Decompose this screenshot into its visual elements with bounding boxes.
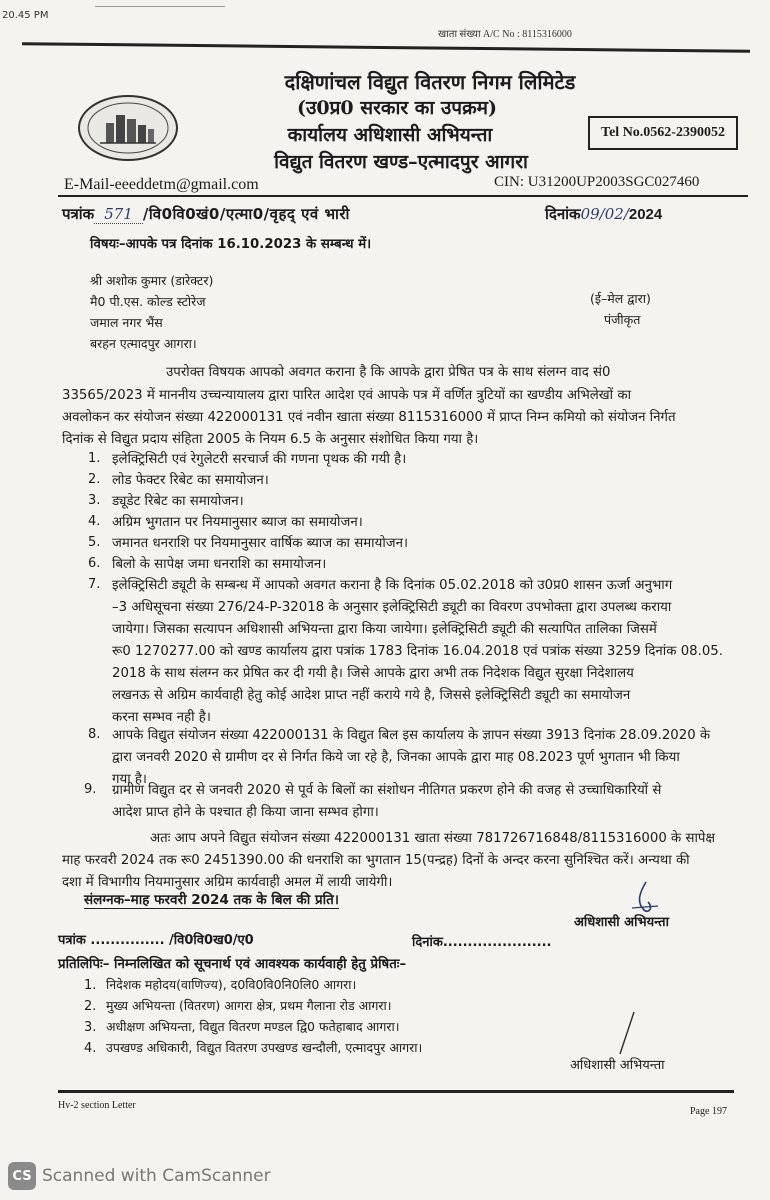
- org-name: दक्षिणांचल विद्युत वितरण निगम लिमिटेड: [284, 70, 576, 94]
- point-number: 1.: [88, 451, 101, 466]
- point-number: 2.: [88, 472, 101, 487]
- point-text: रू0 1270277.00 को खण्ड कार्यालय द्वारा पत्रांक 1783 दिनांक 16.04.2018 एवं पत्रांक संख्या 3259 दिनांक 08.05.: [112, 644, 723, 659]
- point-text: द्वारा जनवरी 2020 से ग्रामीण दर से निर्गत किये जा रहे है, जिनका आपके द्वारा माह 08.2023 पूर्ण भुगतान भी किया: [112, 750, 680, 765]
- point-text: ड्यूडेट रिबेट का समायोजन।: [112, 494, 244, 509]
- point-text: आपके विद्युत संयोजन संख्या 422000131 के विद्युत बिल इस कार्यालय के ज्ञापन संख्या 3913 दिनांक 28.09.2020 के: [112, 728, 711, 743]
- copy-recipient: उपखण्ड अधिकारी, विद्युत वितरण उपखण्ड खन्दौली, एत्मादपुर आगरा।: [106, 1040, 423, 1055]
- copy-recipient: मुख्य अभियन्ता (वितरण) आगरा क्षेत्र, प्रथम गैलाना रोड आगरा।: [106, 998, 392, 1013]
- org-subtitle: (उ0प्र0 सरकार का उपक्रम): [296, 97, 498, 119]
- signatory-title: अधिशासी अभियन्ता: [574, 915, 669, 930]
- account-number-line: खाता संख्या A/C No : 8115316000: [438, 29, 572, 40]
- copy-number: 1.: [84, 978, 97, 993]
- point-text: जायेगा। जिसका सत्यापन अधिशासी अभियन्ता द्वारा किया जायेगा। इलेक्ट्रिसिटी ड्यूटी की सत्यापित तालिका जिसमें: [112, 622, 657, 637]
- date-label: दिनांक: [545, 205, 581, 223]
- delivery-mode: (ई–मेल द्वारा): [590, 291, 651, 306]
- division-title: विद्युत वितरण खण्ड–एत्मादपुर आगरा: [274, 151, 528, 173]
- point-text: गया है।: [112, 772, 147, 787]
- copy-date: दिनांक......................: [412, 935, 552, 950]
- point-number: 7.: [88, 577, 101, 592]
- point-number: 4.: [88, 514, 101, 529]
- point-number: 9.: [84, 782, 97, 797]
- copy-recipient: निदेशक महोदय(वाणिज्य), द0वि0वि0नि0लि0 आगरा।: [106, 977, 357, 992]
- point-text: करना सम्भव नही है।: [112, 710, 211, 725]
- email-address: E-Mail-eeeddetm@gmail.com: [64, 176, 259, 193]
- intro-line: 33565/2023 में माननीय उच्चन्यायालय द्वारा पारित आदेश एवं आपके पत्र में वर्णित त्रुटियों का खण्डीय अभिलेखों का: [62, 388, 632, 403]
- point-number: 3.: [88, 493, 101, 508]
- copy-reference: पत्रांक ............... /वि0वि0ख0/ए0: [58, 933, 254, 948]
- scan-time: 20.45 PM: [2, 10, 49, 21]
- date-line: [545, 204, 662, 224]
- point-number: 8.: [88, 727, 101, 742]
- point-text: लखनऊ से अग्रिम कार्यवाही हेतु कोई आदेश प्राप्त नहीं कराये गये है, जिससे इलेक्ट्रिसिटी ड्यूटी का समायोजन: [112, 688, 631, 703]
- intro-line: उपरोक्त विषयक आपको अवगत कराना है कि आपके द्वारा प्रेषित पत्र के साथ संलग्न वाद सं0: [166, 365, 611, 380]
- camscanner-watermark: [8, 1162, 271, 1190]
- copy-number: 4.: [84, 1041, 97, 1056]
- signatory-title-copy: अधिशासी अभियन्ता: [570, 1058, 665, 1073]
- conclusion-line: अतः आप अपने विद्युत संयोजन संख्या 422000131 खाता संख्या 781726716848/8115316000 के सापेक्ष: [150, 831, 715, 846]
- top-rule: [22, 42, 750, 53]
- point-text: लोड फेक्टर रिबेट का समायोजन।: [112, 473, 269, 488]
- footer-page: Page 197: [690, 1106, 727, 1117]
- conclusion-line: दशा में विभागीय नियमानुसार अग्रिम कार्यवाही अमल में लायी जायेगी।: [62, 875, 393, 890]
- top-cut-text: [95, 0, 225, 7]
- cin-number: CIN: U31200UP2003SGC027460: [494, 174, 700, 190]
- point-text: आदेश प्राप्त होने के पश्चात ही किया जाना सम्भव होगा।: [112, 805, 379, 820]
- camscanner-logo-icon: CS: [8, 1162, 36, 1190]
- signature-stroke-icon: [612, 1010, 642, 1056]
- copy-recipient: अधीक्षण अभियन्ता, विद्युत वितरण मण्डल द्वि0 फतेहाबाद आगरा।: [106, 1019, 400, 1034]
- point-text: बिलो के सापेक्ष जमा धनराशि का समायोजन।: [112, 557, 327, 572]
- addressee-block: [90, 270, 213, 354]
- date-year: 2024: [628, 206, 663, 223]
- point-number: 5.: [88, 535, 101, 550]
- addressee-line: बरहन एत्मादपुर आगरा।: [90, 336, 197, 351]
- date-handwritten: 09/02/: [580, 205, 629, 223]
- ref-rest: /वि0वि0खं0/एत्मा0/वृहद् एवं भारी: [142, 205, 350, 223]
- addressee-line: मै0 पी.एस. कोल्ड स्टोरेज: [90, 294, 206, 309]
- point-text: ग्रामीण विद्युत दर से जनवरी 2020 से पूर्व के बिलों का संशोधन नीतिगत प्रकरण होने की वजह से उच्चाधिकारियों से: [112, 783, 662, 798]
- point-number: 6.: [88, 556, 101, 571]
- point-text: अग्रिम भुगतान पर नियमानुसार ब्याज का समायोजन।: [112, 515, 363, 530]
- footer-section: Hv-2 section Letter: [58, 1100, 136, 1111]
- office-title: कार्यालय अधिशासी अभियन्ता: [287, 124, 493, 146]
- intro-line: दिनांक से विद्युत प्रदाय संहिता 2005 के नियम 6.5 के अनुसार संशोधित किया गया है।: [62, 432, 479, 447]
- intro-line: अवलोकन कर संयोजन संख्या 422000131 एवं नवीन खाता संख्या 8115316000 में प्राप्त निम्न कमियो को संयोजन निर्गत: [62, 410, 676, 425]
- subject-line: विषयः–आपके पत्र दिनांक 16.10.2023 के सम्बन्ध में।: [90, 237, 372, 252]
- point-text: इलेक्ट्रिसिटी एवं रेगुलेटरी सरचार्ज की गणना पृथक की गयी है।: [112, 452, 407, 467]
- addressee-line: श्री अशोक कुमार (डारेक्टर): [90, 273, 214, 288]
- copy-heading: प्रतिलिपिः– निम्नलिखित को सूचनार्थ एवं आवश्यक कार्यवाही हेतु प्रेषितः–: [58, 957, 407, 972]
- point-text: इलेक्ट्रिसिटी ड्यूटी के सम्बन्ध में आपको अवगत कराना है कि दिनांक 05.02.2018 को उ0प्र0 शासन ऊर्जा अनुभाग: [112, 578, 673, 593]
- telephone-box: Tel No.0562-2390052: [588, 116, 738, 150]
- footer-rule: [58, 1090, 734, 1093]
- copy-number: 3.: [84, 1020, 97, 1035]
- point-text: 2018 के साथ संलग्न कर प्रेषित कर दी गयी है। जिसे आपके द्वारा अभी तक निदेशक विद्युत सुरक्षा निदेशालय: [112, 666, 634, 681]
- enclosure-note: संलग्नक–माह फरवरी 2024 तक के बिल की प्रति।: [84, 892, 339, 908]
- point-text: –3 अधिसूचना संख्या 276/24-P-32018 के अनुसार इलेक्ट्रिसिटी ड्यूटी का विवरण उपभोक्ता द्वारा उपलब्ध कराया: [112, 600, 672, 615]
- header-rule: [58, 195, 748, 197]
- ref-label: पत्रांक: [62, 205, 95, 223]
- addressee-line: जमाल नगर भैंस: [90, 315, 163, 330]
- ref-number-handwritten: 571: [94, 205, 143, 224]
- conclusion-line: माह फरवरी 2024 तक रू0 2451390.00 की धनराशि का भुगतान 15(पन्द्रह) दिनों के अन्दर करना सुनिश्चित करें। अन्यथा की: [62, 853, 690, 868]
- copy-number: 2.: [84, 999, 97, 1014]
- reference-line: [62, 204, 350, 224]
- delivery-registered: पंजीकृत: [604, 312, 641, 327]
- point-text: जमानत धनराशि पर नियमानुसार वार्षिक ब्याज का समायोजन।: [112, 536, 409, 551]
- watermark-text: Scanned with CamScanner: [42, 1166, 271, 1186]
